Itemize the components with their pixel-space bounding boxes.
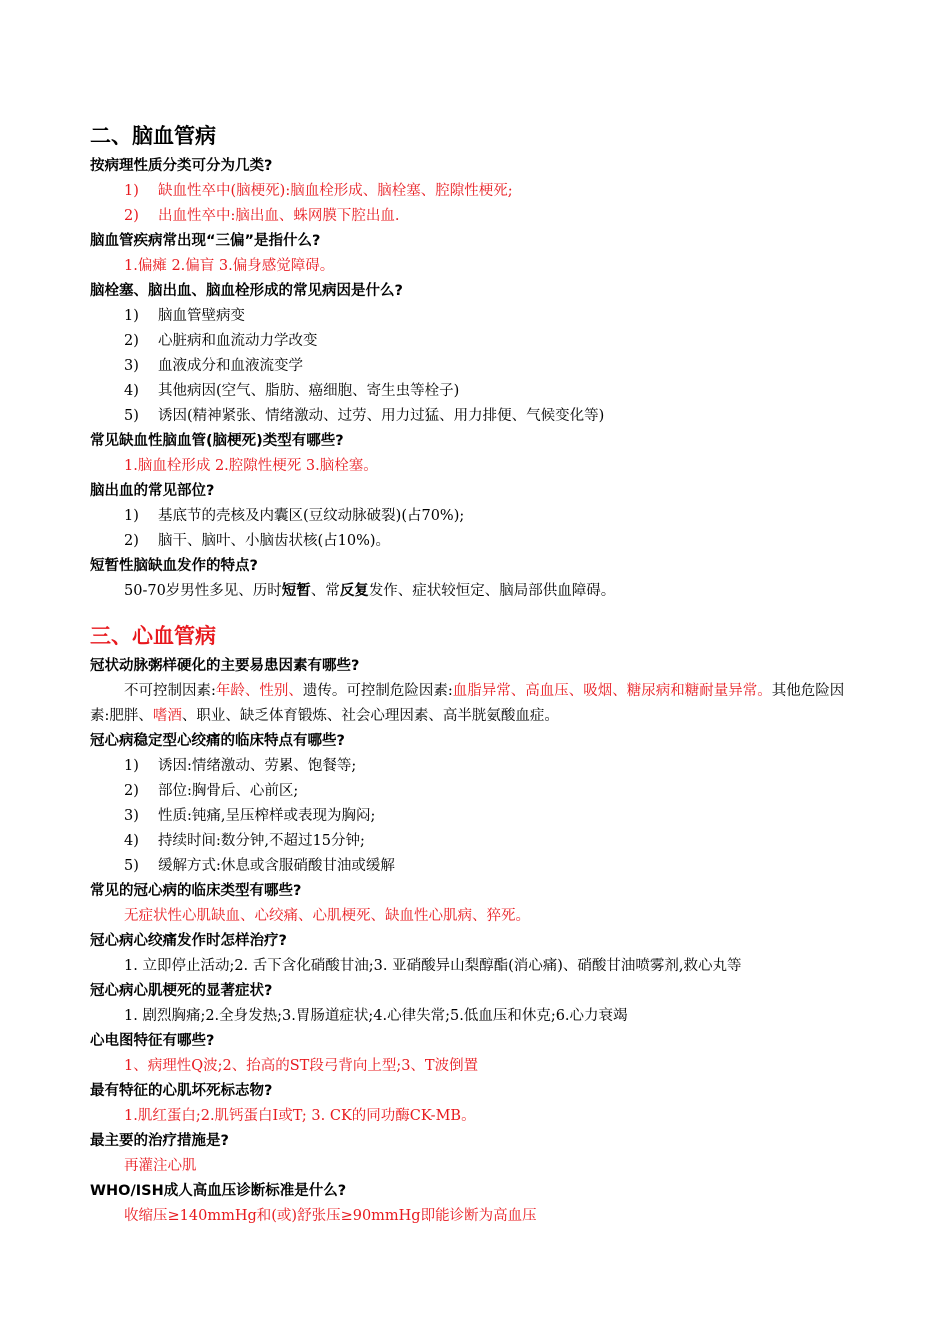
question: 冠状动脉粥样硬化的主要易患因素有哪些?: [90, 658, 360, 674]
question: 脑出血的常见部位?: [90, 483, 215, 499]
section-title-cardiovascular: 三、心血管病: [90, 624, 216, 648]
question: 最主要的治疗措施是?: [90, 1133, 229, 1149]
answer-item: 2) 心脏病和血流动力学改变: [124, 333, 318, 349]
answer-item: 4) 其他病因(空气、脂肪、癌细胞、寄生虫等栓子): [124, 383, 460, 399]
answer: 1.脑血栓形成 2.腔隙性梗死 3.脑栓塞。: [124, 458, 378, 474]
question: 常见的冠心病的临床类型有哪些?: [90, 883, 302, 899]
document-page: [90, 118, 860, 1229]
answer-item: 5) 缓解方式:休息或含服硝酸甘油或缓解: [124, 858, 395, 874]
answer-item: 3) 性质:钝痛,呈压榨样或表现为胸闷;: [124, 808, 376, 824]
answer-item: 2) 脑干、脑叶、小脑齿状核(占10%)。: [124, 533, 391, 549]
answer: 不可控制因素:年龄、性别、遗传。可控制危险因素:血脂异常、高血压、吸烟、糖尿病和糖耐量异常。其他危险因素:肥胖、嗜酒、职业、缺乏体育锻炼、社会心理因素、高半胱氨酸血症。: [90, 683, 845, 724]
answer-item: 2) 部位:胸骨后、心前区;: [124, 783, 299, 799]
answer-item: 1) 脑血管壁病变: [124, 308, 245, 324]
answer: 收缩压≥140mmHg和(或)舒张压≥90mmHg即能诊断为高血压: [124, 1208, 537, 1224]
question: 心电图特征有哪些?: [90, 1033, 215, 1049]
answer: 无症状性心肌缺血、心绞痛、心肌梗死、缺血性心肌病、猝死。: [124, 908, 530, 924]
answer-item: 1) 缺血性卒中(脑梗死):脑血栓形成、脑栓塞、腔隙性梗死;: [124, 183, 513, 199]
question: 脑血管疾病常出现“三偏”是指什么?: [90, 233, 321, 249]
answer-item: 2) 出血性卒中:脑出血、蛛网膜下腔出血.: [124, 208, 400, 224]
answer: 1、病理性Q波;2、抬高的ST段弓背向上型;3、T波倒置: [124, 1058, 479, 1074]
question: 脑栓塞、脑出血、脑血栓形成的常见病因是什么?: [90, 283, 403, 299]
answer: 1. 立即停止活动;2. 舌下含化硝酸甘油;3. 亚硝酸异山梨醇酯(消心痛)、硝酸甘油喷雾剂,救心丸等: [124, 958, 742, 974]
question: WHO/ISH成人高血压诊断标准是什么?: [90, 1183, 347, 1199]
answer: 1.偏瘫 2.偏盲 3.偏身感觉障碍。: [124, 258, 335, 274]
question: 按病理性质分类可分为几类?: [90, 158, 273, 174]
answer: 50-70岁男性多见、历时短暂、常反复发作、症状较恒定、脑局部供血障碍。: [124, 583, 616, 599]
question: 冠心病稳定型心绞痛的临床特点有哪些?: [90, 733, 345, 749]
answer-item: 4) 持续时间:数分钟,不超过15分钟;: [124, 833, 365, 849]
answer: 1.肌红蛋白;2.肌钙蛋白I或T; 3. CK的同功酶CK-MB。: [124, 1108, 476, 1124]
question: 冠心病心绞痛发作时怎样治疗?: [90, 933, 287, 949]
question: 冠心病心肌梗死的显著症状?: [90, 983, 273, 999]
section-title-cerebrovascular: 二、脑血管病: [90, 124, 216, 148]
answer-item: 5) 诱因(精神紧张、情绪激动、过劳、用力过猛、用力排便、气候变化等): [124, 408, 605, 424]
answer-item: 1) 基底节的壳核及内囊区(豆纹动脉破裂)(占70%);: [124, 508, 465, 524]
question: 短暂性脑缺血发作的特点?: [90, 558, 258, 574]
question: 常见缺血性脑血管(脑梗死)类型有哪些?: [90, 433, 344, 449]
question: 最有特征的心肌坏死标志物?: [90, 1083, 273, 1099]
answer: 再灌注心肌: [124, 1158, 197, 1174]
answer: 1. 剧烈胸痛;2.全身发热;3.胃肠道症状;4.心律失常;5.低血压和休克;6.心力衰竭: [124, 1008, 628, 1024]
answer-item: 1) 诱因:情绪激动、劳累、饱餐等;: [124, 758, 357, 774]
answer-item: 3) 血液成分和血液流变学: [124, 358, 303, 374]
